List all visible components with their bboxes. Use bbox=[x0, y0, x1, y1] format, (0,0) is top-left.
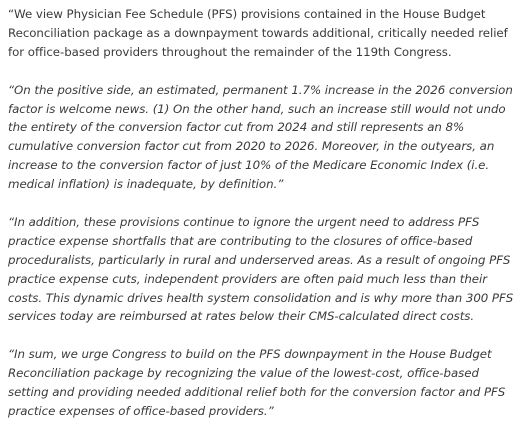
statement-paragraph-3: “In addition, these provisions continue to ignore the urgent need to address PFS practice expense shortfalls that are contributing to the closures of office-based proceduralists, particularly in rural and underserved areas. As a result of ongoing PFS practice expense cuts, independent providers are often paid much less than their costs. This dynamic drives health system consolidation and is why more than 300 PFS services today are reimbursed at rates below their CMS-calculated direct costs. bbox=[8, 214, 514, 324]
press-statement-body bbox=[8, 5, 520, 421]
statement-paragraph-2: “On the positive side, an estimated, permanent 1.7% increase in the 2026 conversion factor is welcome news. (1) On the other hand, such an increase still would not undo the entirety of the conversion factor cut from 2024 and still represents an 8% cumulative conversion factor cut from 2020 to 2026. Moreover, in the outyears, an increase to the conversion factor of just 10% of the Medicare Economic Index (i.e. medical inflation) is inadequate, by definition.” bbox=[8, 82, 513, 192]
statement-paragraph-1: “We view Physician Fee Schedule (PFS) provisions contained in the House Budget Reconciliation package as a downpayment towards additional, critically needed relief for office-based providers throughout the remainder of the 119th Congress. bbox=[8, 7, 508, 59]
statement-paragraph-4: “In sum, we urge Congress to build on the PFS downpayment in the House Budget Reconciliation package by recognizing the value of the lowest-cost, office-based setting and providing needed additional relief both for the conversion factor and PFS practice expenses of office-based providers.” bbox=[8, 347, 506, 418]
